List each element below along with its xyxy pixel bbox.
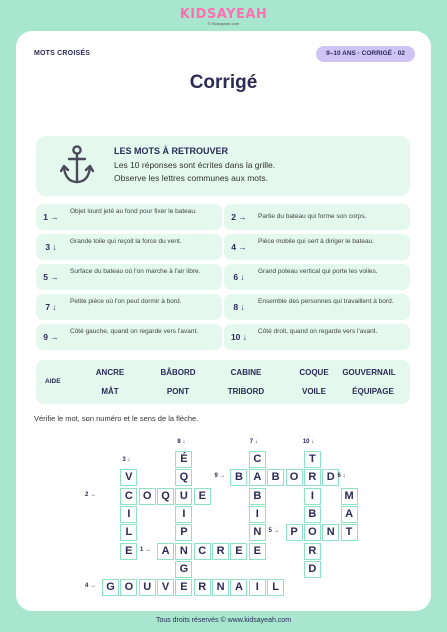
grid-cell: G (175, 561, 192, 578)
grid-cell: A (157, 543, 174, 560)
intro-line-2: Observe les lettres communes aux mots. (114, 173, 269, 183)
grid-cell: N (249, 524, 266, 541)
logo-tagline: © Kidsayeah.com (207, 21, 240, 26)
grid-cell: I (249, 506, 266, 523)
clue-text: Grande toile qui reçoit la force du vent. (70, 238, 182, 245)
word-bank-word: VOILE (301, 387, 326, 396)
grid-cell: É (175, 451, 192, 468)
footer-copyright: Tous droits réservés © www.kidsayeah.com (155, 617, 292, 624)
grid-cell: C (120, 488, 137, 505)
word-bank-word: CABINE (230, 368, 262, 377)
clue-number: 8 ↓ (233, 302, 245, 312)
clue-number: 9 → (43, 332, 59, 342)
word-bank-word: PONT (166, 387, 190, 396)
grid-cell: A (249, 469, 266, 486)
clue-number: 10 ↓ (230, 332, 248, 342)
clue-label: 10 ↓ (302, 439, 315, 445)
clue-number: 1 → (43, 212, 59, 222)
clue-card (224, 204, 410, 230)
grid-cell: E (249, 543, 266, 560)
clue-label: 5 → (268, 528, 280, 535)
grid-cell: E (120, 543, 137, 560)
logo (0, 7, 447, 26)
word-bank (36, 360, 410, 404)
grid-cell: Q (157, 488, 174, 505)
clue-text: Objet lourd jeté au fond pour fixer le bateau. (70, 208, 197, 215)
grid-cell: B (230, 469, 247, 486)
grid-cell: O (304, 524, 321, 541)
clue-card (224, 264, 410, 290)
worksheet-card (16, 31, 431, 611)
word-bank-word: MÂT (101, 387, 119, 396)
grid-cell: O (139, 488, 156, 505)
word-bank-label: AIDE (45, 378, 61, 385)
clue-label: 3 ↓ (122, 457, 131, 464)
clue-text: Côté gauche, quand on regarde vers l'avant. (70, 328, 199, 335)
clue-text: Grand poteau vertical qui porte les voiles. (258, 268, 378, 275)
word-bank-word: ÉQUIPAGE (352, 387, 394, 396)
grid-cell: M (341, 488, 358, 505)
intro-title: LES MOTS À RETROUVER (114, 146, 229, 156)
grid-cell: A (230, 579, 247, 596)
clue-label: 6 ↓ (337, 472, 346, 479)
clue-number: 5 → (43, 272, 59, 282)
clue-text: Côté droit, quand on regarde vers l'avant. (258, 328, 378, 335)
grid-cell: T (304, 451, 321, 468)
grid-cell: D (304, 561, 321, 578)
clue-card (36, 294, 222, 320)
intro-line-1: Les 10 réponses sont écrites dans la grille. (114, 160, 276, 170)
level-badge: 9–10 ANS · CORRIGÉ · 02 (316, 46, 415, 62)
clue-card (36, 204, 222, 230)
intro-box (36, 136, 410, 196)
grid-cell: U (139, 579, 156, 596)
anchor-icon (60, 144, 94, 188)
grid-cell: E (175, 579, 192, 596)
clue-card (36, 264, 222, 290)
clue-card (224, 324, 410, 350)
clue-card (224, 294, 410, 320)
grid-cell: P (175, 524, 192, 541)
word-bank-word: TRIBORD (227, 387, 265, 396)
grid-cell: I (175, 506, 192, 523)
clue-number: 3 ↓ (45, 242, 57, 252)
grid-cell: G (102, 579, 119, 596)
grid-cell: R (304, 469, 321, 486)
clue-number: 4 → (231, 242, 247, 252)
grid-cell: N (212, 579, 229, 596)
grid-cell: T (341, 524, 358, 541)
clue-label: 8 ↓ (177, 439, 186, 445)
clue-text: Pièce mobile qui sert à diriger le bateau. (258, 238, 374, 245)
grid-cell: A (341, 506, 358, 523)
grid-cell: E (230, 543, 247, 560)
grid-cell: I (249, 579, 266, 596)
grid-cell: U (175, 488, 192, 505)
clue-text: Partie du bateau qui forme son corps. (258, 213, 367, 220)
clue-text: Surface du bateau où l'on marche à l'air libre. (70, 268, 201, 275)
word-bank-word: GOUVERNAIL (342, 368, 396, 377)
grid-cell: V (120, 469, 137, 486)
grid-cell: L (120, 524, 137, 541)
clue-card (224, 234, 410, 260)
grid-cell: B (304, 506, 321, 523)
grid-cell: B (249, 488, 266, 505)
clue-label: 7 ↓ (249, 439, 258, 445)
grid-cell: L (267, 579, 284, 596)
grid-cell: V (157, 579, 174, 596)
clue-label: 9 → (214, 473, 226, 480)
page-title: Corrigé (189, 72, 258, 93)
clue-label: 2 → (85, 491, 97, 498)
grid-cell: I (120, 506, 137, 523)
clue-text: Ensemble des personnes qui travaillent à bord. (258, 298, 394, 305)
grid-cell: O (120, 579, 137, 596)
grid-cell: E (194, 488, 211, 505)
clue-label: 1 → (140, 546, 152, 553)
grid-cell: D (322, 469, 339, 486)
grid-cell: B (267, 469, 284, 486)
clue-card (36, 324, 222, 350)
clue-number: 2 → (231, 212, 247, 222)
clue-card (36, 234, 222, 260)
grid-cell: N (175, 543, 192, 560)
grid-cell: O (286, 469, 303, 486)
word-bank-word: COQUE (299, 368, 329, 377)
clue-number: 6 ↓ (233, 272, 245, 282)
grid-cell: C (249, 451, 266, 468)
grid-cell: P (286, 524, 303, 541)
clue-text: Petite pièce où l'on peut dormir à bord. (70, 298, 182, 305)
logo-text: KIDSAYEAH (179, 7, 268, 22)
grid-cell: N (322, 524, 339, 541)
grid-cell: R (304, 543, 321, 560)
clue-label: 4 → (85, 583, 97, 590)
grid-cell: R (212, 543, 229, 560)
instruction-text: Vérifie le mot, son numéro et le sens de la flèche. (34, 414, 199, 423)
worksheet-category: MOTS CROISÉS (34, 50, 91, 57)
word-bank-word: BÂBORD (160, 368, 196, 377)
grid-cell: C (194, 543, 211, 560)
grid-cell: I (304, 488, 321, 505)
clue-number: 7 ↓ (45, 302, 57, 312)
word-bank-word: ANCRE (95, 368, 125, 377)
grid-cell: Q (175, 469, 192, 486)
grid-cell: R (194, 579, 211, 596)
